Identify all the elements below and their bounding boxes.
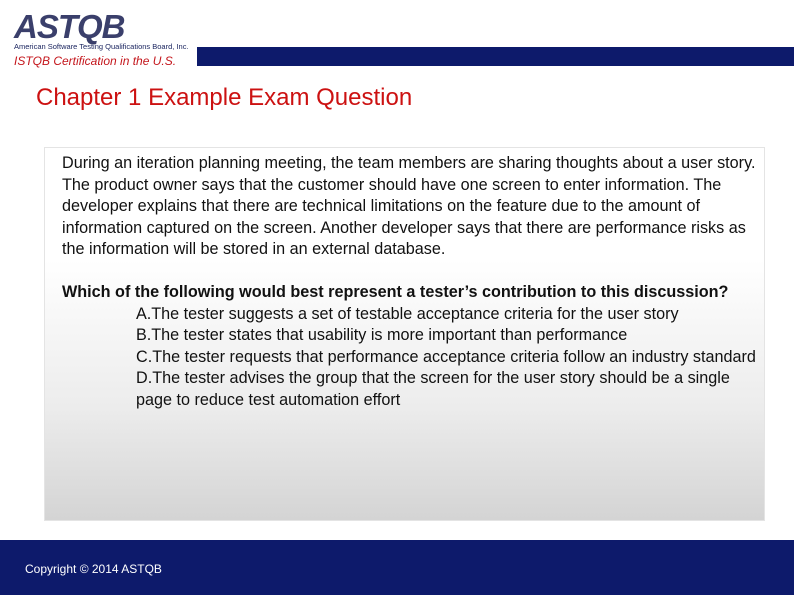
scenario-text: During an iteration planning meeting, the team members are sharing thoughts about a user story. The product owner says that the customer should have one screen to enter information. The developer explains that there are technical limitations on the feature due to the amount of information captured on the screen. Another developer says that there are performance risks as the information will be stored in an external database. xyxy=(62,154,756,258)
answer-option-a: A.The tester suggests a set of testable acceptance criteria for the user story xyxy=(136,304,679,323)
question-panel xyxy=(44,147,765,521)
answer-options xyxy=(62,304,762,412)
logo-subtitle: American Software Testing Qualifications Board, Inc. xyxy=(14,42,189,51)
answer-option-c: C.The tester requests that performance acceptance criteria follow an industry standard xyxy=(136,347,756,366)
footer-bar xyxy=(0,540,794,595)
answer-option-d: D.The tester advises the group that the screen for the user story should be a single page to reduce test automation effort xyxy=(136,369,730,409)
astqb-logo xyxy=(14,8,199,70)
logo-mark: ASTQB xyxy=(14,8,125,45)
question-content xyxy=(62,153,762,411)
logo-tagline: ISTQB Certification in the U.S. xyxy=(14,54,177,68)
slide-title: Chapter 1 Example Exam Question xyxy=(36,84,413,111)
header-bar xyxy=(197,47,794,66)
answer-option-b: B.The tester states that usability is more important than performance xyxy=(136,326,628,344)
copyright-text: Copyright © 2014 ASTQB xyxy=(25,562,162,576)
question-text: Which of the following would best represent a tester’s contribution to this discussion? xyxy=(62,283,729,301)
